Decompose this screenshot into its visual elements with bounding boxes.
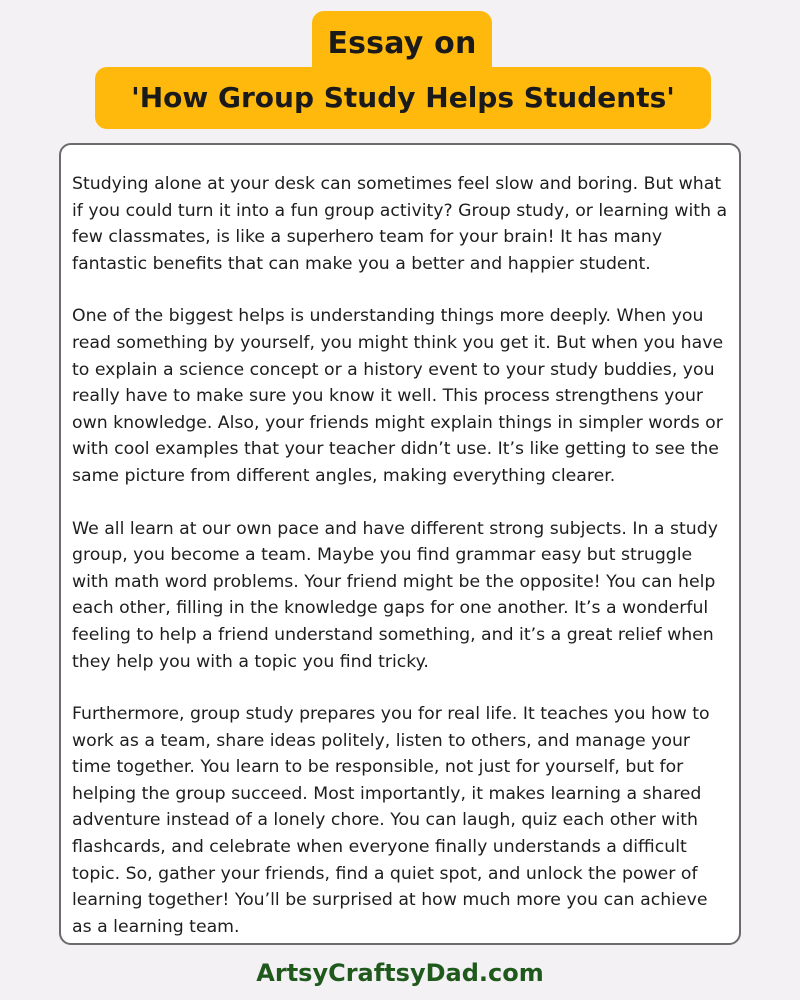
essay-paragraph-4: Furthermore, group study prepares you for real life. It teaches you how to work as a team, share ideas politely, listen to others, and manage your time together. You learn to be responsible, not just for yourself, but for helping the group succeed. Most importantly, it makes learning a shared adventure instead of a lonely chore. You can laugh, quiz each other with flashcards, and celebrate when everyone finally understands a difficult topic. So, gather your friends, find a quiet spot, and unlock the power of learning together! You’ll be surprised at how much more you can achieve as a learning team. xyxy=(72,704,710,937)
essay-paragraph-1: Studying alone at your desk can sometimes feel slow and boring. But what if you could turn it into a fun group activity? Group study, or learning with a few classmates, is like a superhero team for your brain! It has many fantastic benefits that can make you a better and happier student. xyxy=(72,174,728,274)
essay-card xyxy=(59,143,741,945)
title-line-2: 'How Group Study Helps Students' xyxy=(95,67,711,129)
essay-paragraph-3: We all learn at our own pace and have different strong subjects. In a study group, you become a team. Maybe you find grammar easy but struggle with math word problems. Your friend might be the opposite! You can help each other, filling in the knowledge gaps for one another. It’s a wonderful feeling to help a friend understand something, and it’s a great relief when they help you with a topic you find tricky. xyxy=(72,518,718,672)
title-line-1: Essay on xyxy=(312,11,492,77)
essay-paragraph-2: One of the biggest helps is understanding things more deeply. When you read something by yourself, you might think you get it. But when you have to explain a science concept or a history event to your study buddies, you really have to make sure you know it well. This process strengthens your own knowledge. Also, your friends might explain things in simpler words or with cool examples that your teacher didn’t use. It’s like getting to see the same picture from different angles, making everything clearer. xyxy=(72,306,724,486)
footer-website: ArtsyCraftsyDad.com xyxy=(256,959,544,987)
